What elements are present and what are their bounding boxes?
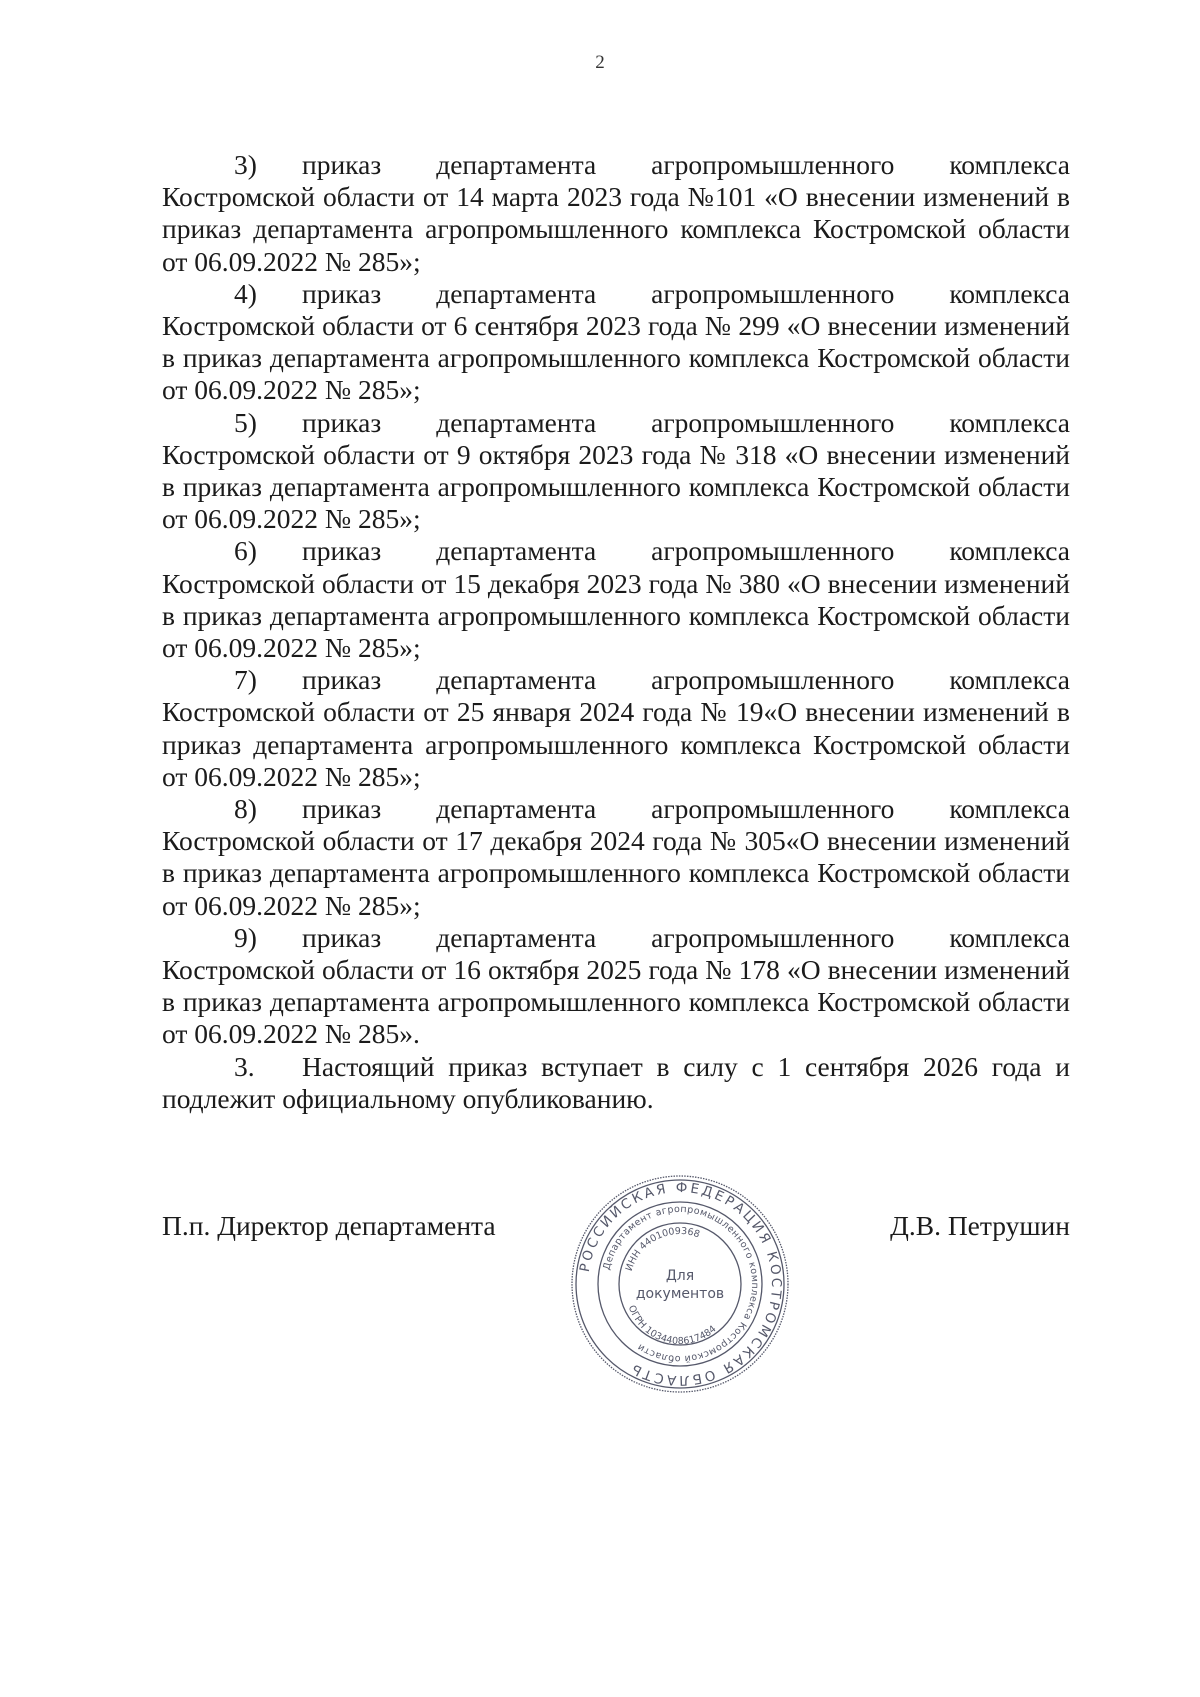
item-text: приказ департамента агропромышленного комплекса Костромской области от 15 декабря 2023 года № 380 «О внесении изменений в приказ департамента агропромышленного комплекса Костромской области от 06.09.2022 № 285»; xyxy=(162,535,1070,664)
page-number: 2 xyxy=(595,52,605,73)
item-number: 3) xyxy=(234,149,257,180)
item-text: приказ департамента агропромышленного комплекса Костромской области от 25 января 2024 года № 19«О внесении изменений в приказ департамента агропромышленного комплекса Костромской области от 06.09.2022 № 285»; xyxy=(162,664,1070,792)
seal-center-line1: Для xyxy=(665,1268,695,1284)
svg-text:ИНН 4401009368 xyxy=(624,1226,701,1273)
seal-middle-text: Департамент агропромышленного комплекса Костромской области xyxy=(601,1203,761,1365)
list-item xyxy=(162,793,1070,922)
item-text: приказ департамента агропромышленного комплекса Костромской области от 17 декабря 2024 года № 305«О внесении изменений в приказ департамента агропромышленного комплекса Костромской области от 06.09.2022 № 285»; xyxy=(162,793,1070,921)
item-text: приказ департамента агропромышленного комплекса Костромской области от 9 октября 2023 года № 318 «О внесении изменений в приказ департамента агропромышленного комплекса Костромской области от 06.09.2022 № 285»; xyxy=(162,406,1070,535)
item-text: Настоящий приказ вступает в силу с 1 сентября 2026 года и подлежит официальному опубликованию. xyxy=(162,1050,1070,1114)
item-number: 6) xyxy=(234,535,257,567)
list-item xyxy=(162,922,1070,1051)
list-item xyxy=(162,664,1070,793)
item-number: 3. xyxy=(234,1050,255,1082)
signatory-name: Д.В. Петрушин xyxy=(890,1210,1070,1241)
list-item xyxy=(162,278,1070,407)
seal-ogrn: ОГРН 1034408617484 xyxy=(625,1303,719,1348)
item-number: 7) xyxy=(234,664,257,696)
item-text: приказ департамента агропромышленного комплекса Костромской области от 6 сентября 2023 года № 299 «О внесении изменений в приказ департамента агропромышленного комплекса Костромской области от 06.09.2022 № 285»; xyxy=(162,277,1070,406)
seal-inn: ИНН 4401009368 xyxy=(623,1225,702,1273)
seal-icon xyxy=(568,1172,792,1396)
item-number: 9) xyxy=(234,921,257,953)
item-text: приказ департамента агропромышленного комплекса Костромской области от 16 октября 2025 года № 178 «О внесении изменений в приказ департамента агропромышленного комплекса Костромской области от 06.09.2022 № 285». xyxy=(162,921,1070,1050)
list-item xyxy=(162,407,1070,536)
item-number: 8) xyxy=(234,793,257,825)
seal-center-line2: документов xyxy=(635,1286,725,1302)
item-text: приказ департамента агропромышленного комплекса Костромской области от 14 марта 2023 года №101 «О внесении изменений в приказ департамента агропромышленного комплекса Костромской области от 06.09.2022 № 285»; xyxy=(162,149,1070,277)
effective-date-clause xyxy=(162,1051,1070,1115)
official-seal xyxy=(568,1172,792,1396)
signatory-position: П.п. Директор департамента xyxy=(162,1210,496,1241)
svg-text:ОГРН 1034408617484 xyxy=(626,1304,719,1347)
item-number: 5) xyxy=(234,406,257,438)
document-body xyxy=(162,149,1070,1115)
item-number: 4) xyxy=(234,277,257,309)
list-item xyxy=(162,535,1070,664)
seal-outer-text: РОССИЙСКАЯ ФЕДЕРАЦИЯ КОСТРОМСКАЯ ОБЛАСТЬ xyxy=(576,1179,785,1389)
list-item xyxy=(162,149,1070,278)
